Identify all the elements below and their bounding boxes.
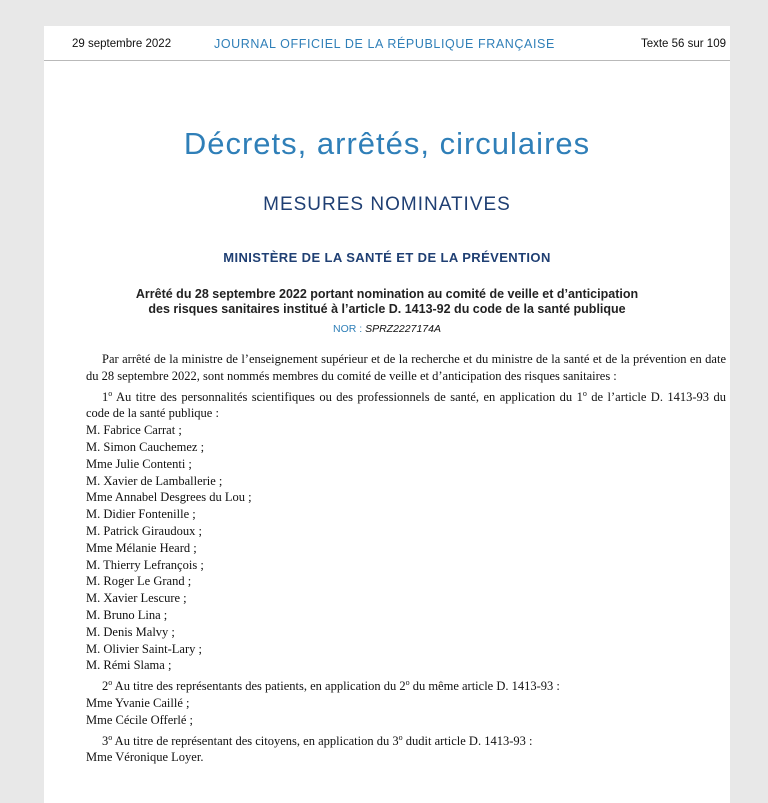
- publication-date: 29 septembre 2022: [72, 38, 172, 50]
- member-item: M. Bruno Lina ;: [86, 607, 168, 622]
- member-item: M. Rémi Slama ;: [86, 658, 172, 673]
- nor-reference: [44, 323, 730, 335]
- section-title: Décrets, arrêtés, circulaires: [183, 126, 591, 161]
- member-item: Mme Mélanie Heard ;: [86, 540, 197, 555]
- nor-label: NOR :: [333, 323, 366, 335]
- intro-paragraph: Par arrêté de la ministre de l’enseignement supérieur et de la recherche et du ministre de la santé et de la prévention en date du 28 septembre 2022, sont nommés membres du comité de veille et d’anticipation des risques sanitaires :: [86, 352, 726, 383]
- document-body: [86, 351, 726, 766]
- member-item: M. Xavier de Lamballerie ;: [86, 473, 223, 488]
- section2-heading: 2$^o$ Au titre des représentants des patients, en application du 2$^o$ du même article D. 1413-93 :: [102, 677, 560, 694]
- member-item: Mme Cécile Offerlé ;: [86, 712, 194, 727]
- member-item: M. Roger Le Grand ;: [86, 574, 192, 589]
- section2-member-list: [86, 695, 726, 729]
- member-item: M. Denis Malvy ;: [86, 624, 175, 639]
- section1-heading: 1$^o$ Au titre des personnalités scientifiques ou des professionnels de santé, en application du 1$^o$ de l’article D. 1413-93 du code de la santé publique :: [86, 388, 726, 421]
- subsection-title: MESURES NOMINATIVES: [263, 194, 511, 215]
- nor-code: SPRZ2227174A: [365, 323, 441, 335]
- member-item: M. Xavier Lescure ;: [86, 591, 187, 606]
- journal-title: JOURNAL OFFICIEL DE LA RÉPUBLIQUE FRANÇAISE: [214, 37, 555, 51]
- member-item: M. Olivier Saint-Lary ;: [86, 641, 202, 656]
- member-item: M. Patrick Giraudoux ;: [86, 523, 202, 538]
- member-item: Mme Véronique Loyer.: [86, 750, 204, 765]
- header-divider: [44, 60, 730, 61]
- section1-member-list: [86, 422, 726, 674]
- member-item: M. Fabrice Carrat ;: [86, 423, 182, 438]
- section3-member-list: [86, 749, 726, 766]
- member-item: Mme Annabel Desgrees du Lou ;: [86, 490, 252, 505]
- arrete-title-line1: Arrêté du 28 septembre 2022 portant nomination au comité de veille et d’anticipation: [135, 287, 639, 301]
- member-item: Mme Julie Contenti ;: [86, 456, 192, 471]
- member-item: Mme Yvanie Caillé ;: [86, 695, 190, 710]
- arrete-title-line2: des risques sanitaires institué à l’article D. 1413-92 du code de la santé publique: [148, 302, 626, 316]
- section3-heading: 3$^o$ Au titre de représentant des citoyens, en application du 3$^o$ dudit article D. 1413-93 :: [102, 732, 533, 748]
- document-page: [44, 26, 730, 803]
- ministry-title: MINISTÈRE DE LA SANTÉ ET DE LA PRÉVENTION: [223, 250, 551, 265]
- member-item: M. Didier Fontenille ;: [86, 507, 196, 522]
- member-item: M. Thierry Lefrançois ;: [86, 557, 204, 572]
- arrete-title: [74, 287, 700, 317]
- page-header: [44, 26, 730, 62]
- text-number: Texte 56 sur 109: [640, 38, 726, 50]
- member-item: M. Simon Cauchemez ;: [86, 439, 205, 454]
